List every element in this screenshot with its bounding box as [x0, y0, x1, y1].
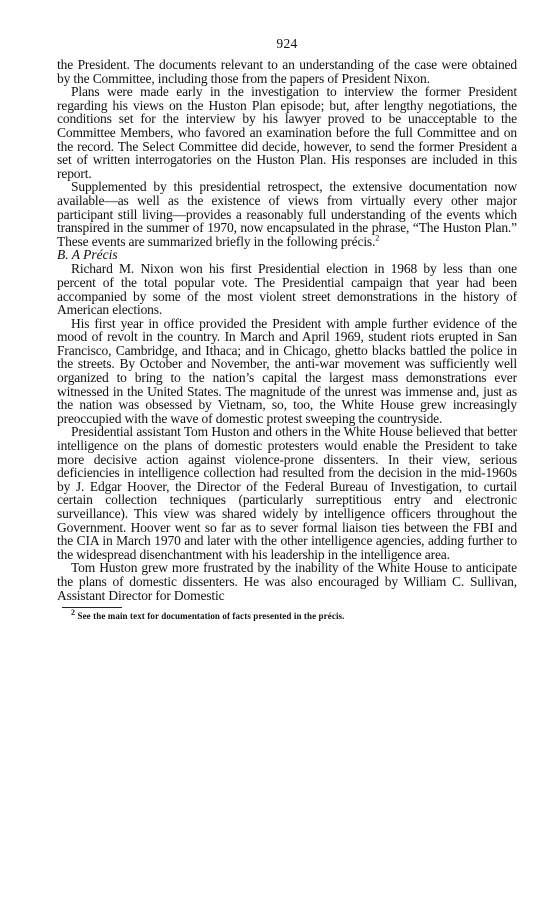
section-heading: B. A Précis	[57, 247, 118, 263]
paragraph-continuation: the President. The documents relevant to an understanding of the case were obtained by the Committee, including those from the papers of President Nixon.	[57, 57, 517, 86]
footnote-mark: 2	[71, 608, 76, 618]
document-page	[57, 36, 517, 622]
footnote	[57, 608, 517, 622]
paragraph-first-year: His first year in office provided the President with ample further evidence of the mood of revolt in the country. In March and April 1969, student riots erupted in San Francisco, Cambridge, and Ithaca; and in Chicago, ghetto blacks battled the police in the streets. By October and November, the anti-war movement was sufficiently well organized to bring to the nation’s capital the largest mass demonstrations ever witnessed in the United States. The magnitude of the unrest was immense and, just as the nation was obsessed by Vietnam, so, too, the White House grew increasingly preoccupied with the wave of domestic protest sweeping the countryside.	[57, 315, 517, 426]
paragraph-huston-frustration: Tom Huston grew more frustrated by the inability of the White House to anticipate the plans of domestic dissenters. He was also encouraged by William C. Sullivan, Assistant Director for Domestic	[57, 560, 517, 603]
paragraph-retrospect-text: Supplemented by this presidential retrospect, the extensive documentation now available—as well as the existence of views from virtually every other major participant still living—provides a reasonably full understanding of the events which transpired in the summer of 1970, now encapsulated in the phrase, “The Huston Plan.” These events are summarized briefly in the following précis.	[57, 179, 517, 249]
page-number: 924	[276, 36, 298, 51]
paragraph-nixon-election: Richard M. Nixon won his first Presidential election in 1968 by less than one percent of the total popular vote. The Presidential campaign that year had been accompanied by some of the most violent street demonstrations in the history of American elections.	[57, 261, 517, 318]
paragraph-huston-intelligence: Presidential assistant Tom Huston and others in the White House believed that better intelligence on the plans of domestic protesters would enable the President to take more decisive action against violence-prone dissenters. In their view, serious deficiencies in intelligence collection had resulted from the decision in the mid-1960s by J. Edgar Hoover, the Director of the Federal Bureau of Investigation, to curtail certain collection techniques (particularly surreptitious entry and electronic surveillance). This view was shared widely by intelligence officers throughout the Government. Hoover went so far as to sever formal liaison ties between the FBI and the CIA in March 1970 and later with the other intelligence agencies, adding further to the widespread disenchantment with his leadership in the intelligence area.	[57, 424, 517, 562]
footnote-reference: 2	[375, 233, 380, 243]
paragraph-interview-plans: Plans were made early in the investigation to interview the former President regarding his views on the Huston Plan episode; but, after lengthy negotiations, the conditions set for the interview by his lawyer proved to be unacceptable to the Committee Members, who favored an examination before the full Committee and on the record. The Select Committee did decide, however, to send the former President a set of written interrogatories on the Huston Plan. His responses are included in this report.	[57, 84, 517, 181]
paragraph-retrospect	[57, 180, 517, 248]
footnote-text: See the main text for documentation of facts presented in the précis.	[77, 611, 345, 622]
